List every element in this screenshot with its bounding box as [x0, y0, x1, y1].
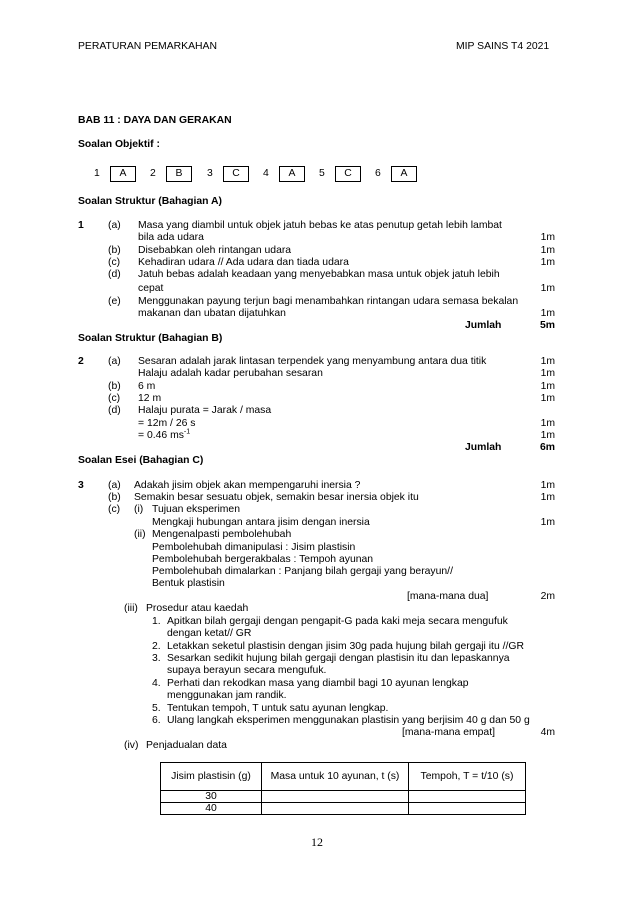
step-text: Letakkan seketul plastisin dengan jisim 30g pada hujung bilah gergaji itu //GR	[167, 641, 524, 652]
table-cell	[262, 803, 409, 815]
objective-heading: Soalan Objektif :	[78, 139, 160, 150]
step-number: 2.	[152, 641, 161, 652]
mark: 1m	[540, 430, 555, 441]
part-label: (a)	[108, 480, 121, 491]
objective-num: 6	[375, 168, 381, 179]
step-text: supaya berayun secara mengufuk.	[167, 665, 327, 676]
unit-exponent: -1	[183, 428, 191, 436]
answer-text: 6 m	[138, 381, 156, 392]
part-label: (d)	[108, 269, 121, 280]
mark: 1m	[540, 492, 555, 503]
data-table	[160, 762, 526, 815]
question-number: 3	[78, 480, 84, 491]
answer-text: Kehadiran udara // Ada udara dan tiada udara	[138, 257, 349, 268]
part-label: (c)	[108, 257, 121, 268]
mark: 1m	[540, 308, 555, 319]
header-right: MIP SAINS T4 2021	[456, 41, 550, 52]
answer-text: Bentuk plastisin	[152, 578, 225, 589]
sub-part-title: Tujuan eksperimen	[152, 504, 240, 515]
answer-text: Jatuh bebas adalah keadaan yang menyebabkan masa untuk objek jatuh lebih	[138, 269, 500, 280]
part-label: (c)	[108, 393, 121, 404]
total-mark: 5m	[539, 320, 555, 331]
objective-num: 5	[319, 168, 325, 179]
answer-text: Masa yang diambil untuk objek jatuh bebas ke atas penutup getah lebih lambat	[138, 220, 502, 231]
header-left: PERATURAN PEMARKAHAN	[78, 41, 217, 52]
table-header-row	[161, 763, 526, 791]
sub-part-label: (i)	[134, 504, 144, 515]
question-number: 2	[78, 356, 84, 367]
answer-text: Disebabkan oleh rintangan udara	[138, 245, 292, 256]
answer-text: Halaju purata = Jarak / masa	[138, 405, 272, 416]
answer-text: cepat	[138, 283, 164, 294]
table-cell	[409, 803, 526, 815]
objective-answer-box: C	[335, 166, 361, 182]
objective-num: 2	[150, 168, 156, 179]
step-text: menggunakan jam randik.	[167, 690, 287, 701]
objective-num: 3	[207, 168, 213, 179]
step-number: 5.	[152, 703, 161, 714]
table-row	[161, 791, 526, 803]
section-b-heading: Soalan Struktur (Bahagian B)	[78, 333, 223, 344]
mark: 1m	[540, 232, 555, 243]
step-text: Perhati dan rekodkan masa yang diambil bagi 10 ayunan lengkap	[167, 678, 469, 689]
table-header: Masa untuk 10 ayunan, t (s)	[262, 763, 409, 791]
answer-text: makanan dan ubatan dijatuhkan	[138, 308, 286, 319]
answer-text: Pembolehubah dimanipulasi : Jisim plastisin	[152, 542, 356, 553]
objective-num: 1	[94, 168, 100, 179]
table-cell	[409, 791, 526, 803]
part-label: (a)	[108, 356, 121, 367]
marking-note: [mana-mana empat]	[402, 727, 495, 738]
step-number: 4.	[152, 678, 161, 689]
answer-text: Adakah jisim objek akan mempengaruhi inersia ?	[134, 480, 361, 491]
answer-text: Pembolehubah bergerakbalas : Tempoh ayunan	[152, 554, 374, 565]
step-number: 3.	[152, 653, 161, 664]
step-text: Apitkan bilah gergaji dengan pengapit-G pada kaki meja secara mengufuk	[167, 616, 508, 627]
answer-text: Pembolehubah dimalarkan : Panjang bilah gergaji yang berayun//	[152, 566, 453, 577]
part-label: (d)	[108, 405, 121, 416]
part-label: (b)	[108, 245, 121, 256]
total-label: Jumlah	[465, 320, 502, 331]
part-label: (a)	[108, 220, 121, 231]
sub-part-label: (ii)	[134, 529, 146, 540]
question-number: 1	[78, 220, 84, 231]
answer-text: Semakin besar sesuatu objek, semakin besar inersia objek itu	[134, 492, 419, 503]
mark: 1m	[540, 418, 555, 429]
step-text: Sesarkan sedikit hujung bilah gergaji dengan plastisin itu dan lepaskannya	[167, 653, 510, 664]
marking-note: [mana-mana dua]	[407, 591, 489, 602]
step-text: Tentukan tempoh, T untuk satu ayunan lengkap.	[167, 703, 389, 714]
part-label: (e)	[108, 296, 121, 307]
sub-part-title: Mengenalpasti pembolehubah	[152, 529, 292, 540]
objective-answer-box: A	[279, 166, 305, 182]
objective-answer-box: A	[110, 166, 136, 182]
table-row	[161, 803, 526, 815]
sub-part-label: (iii)	[124, 603, 138, 614]
answer-text	[138, 429, 190, 442]
answer-text: 12 m	[138, 393, 162, 404]
step-text: dengan ketat// GR	[167, 628, 252, 639]
mark: 1m	[540, 283, 555, 294]
table-header: Tempoh, T = t/10 (s)	[409, 763, 526, 791]
answer-text: Menggunakan payung terjun bagi menambahkan rintangan udara semasa bekalan	[138, 296, 519, 307]
objective-num: 4	[263, 168, 269, 179]
objective-answer-box: A	[391, 166, 417, 182]
table-cell: 40	[161, 803, 262, 815]
table-cell: 30	[161, 791, 262, 803]
step-number: 1.	[152, 616, 161, 627]
part-label: (b)	[108, 492, 121, 503]
mark: 1m	[540, 257, 555, 268]
total-mark: 6m	[539, 442, 555, 453]
mark: 1m	[540, 393, 555, 404]
table-header: Jisim plastisin (g)	[161, 763, 262, 791]
mark: 1m	[540, 480, 555, 491]
part-label: (c)	[108, 504, 121, 515]
total-label: Jumlah	[465, 442, 502, 453]
page-number: 12	[311, 835, 323, 849]
objective-answer-box: C	[223, 166, 249, 182]
step-text: Ulang langkah eksperimen menggunakan plastisin yang berjisim 40 g dan 50 g	[167, 715, 530, 726]
part-label: (b)	[108, 381, 121, 392]
answer-text: bila ada udara	[138, 232, 204, 243]
answer-text: Mengkaji hubungan antara jisim dengan inersia	[152, 517, 370, 528]
section-c-heading: Soalan Esei (Bahagian C)	[78, 455, 204, 466]
answer-text: = 12m / 26 s	[138, 418, 196, 429]
mark: 1m	[540, 381, 555, 392]
mark: 1m	[540, 368, 555, 379]
mark: 2m	[540, 591, 555, 602]
table-cell	[262, 791, 409, 803]
mark: 4m	[540, 727, 555, 738]
section-a-heading: Soalan Struktur (Bahagian A)	[78, 196, 222, 207]
velocity-value: = 0.46 ms	[138, 430, 184, 441]
answer-text: Halaju adalah kadar perubahan sesaran	[138, 368, 323, 379]
mark: 1m	[540, 517, 555, 528]
answer-text: Sesaran adalah jarak lintasan terpendek yang menyambung antara dua titik	[138, 356, 487, 367]
chapter-title: BAB 11 : DAYA DAN GERAKAN	[78, 115, 232, 126]
step-number: 6.	[152, 715, 161, 726]
objective-answer-box: B	[166, 166, 192, 182]
mark: 1m	[540, 356, 555, 367]
mark: 1m	[540, 245, 555, 256]
sub-part-label: (iv)	[124, 740, 139, 751]
sub-part-title: Penjadualan data	[146, 740, 227, 751]
sub-part-title: Prosedur atau kaedah	[146, 603, 249, 614]
